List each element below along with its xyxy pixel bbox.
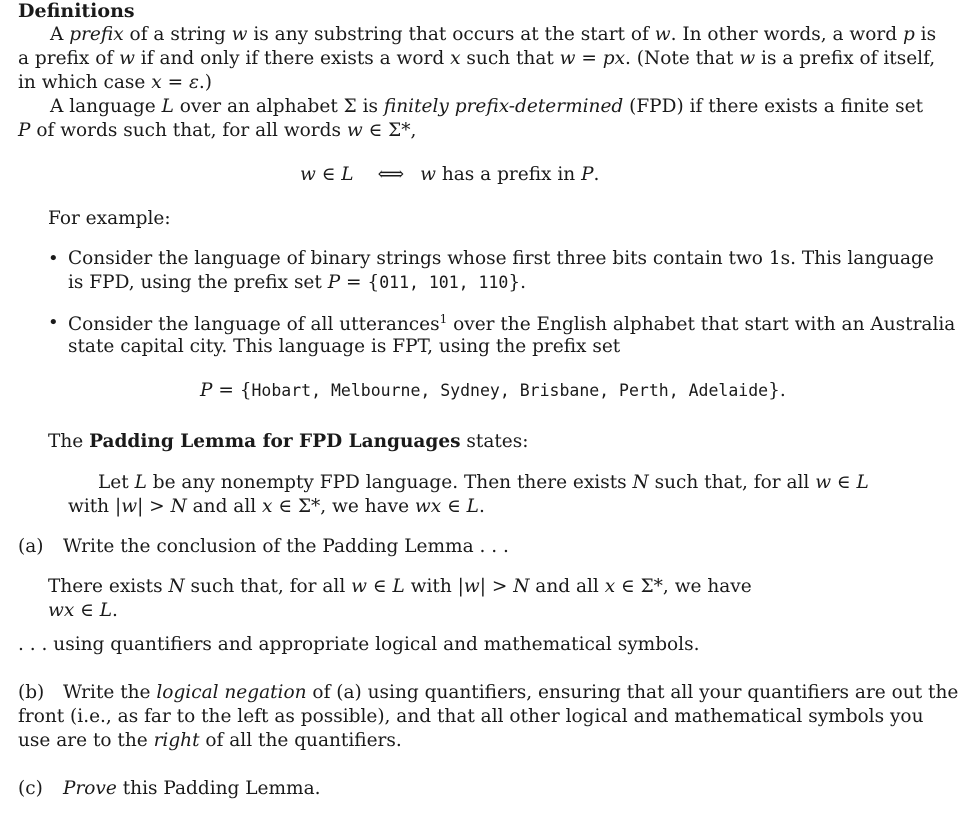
part-a-tail: . . . using quantifiers and appropriate logical and mathematical symbols. bbox=[18, 634, 700, 655]
term-prefix: prefix bbox=[69, 24, 124, 45]
part-a-question: Write the conclusion of the Padding Lemma . . . bbox=[63, 536, 509, 557]
lemma-intro: The Padding Lemma for FPD Languages states: bbox=[48, 431, 529, 452]
bullet-2-line-1: Consider the language of all utterances$^1$ over the English alphabet that start with an Australia bbox=[68, 312, 956, 336]
fpd-definition-line-1: A language L over an alphabet Σ is finitely prefix-determined (FPD) if there exists a finite set bbox=[50, 96, 923, 117]
term-right: right bbox=[153, 730, 200, 751]
footnote-marker: 1 bbox=[439, 312, 448, 326]
prefix-definition-line-1: A prefix of a string w is any substring that occurs at the start of w. In other words, a word p is bbox=[50, 24, 937, 45]
term-fpd: finitely prefix-determined bbox=[383, 96, 624, 117]
lemma-line-2: with |w| > N and all x ∈ Σ*, we have wx ∈ L. bbox=[68, 496, 485, 517]
part-b-line-2: front (i.e., as far to the left as possible), and that all other logical and mathematical symbols you bbox=[18, 706, 924, 727]
part-a-quote-line-2: wx ∈ L. bbox=[48, 600, 118, 621]
example-intro: For example: bbox=[48, 208, 171, 229]
part-b-line-3: use are to the right of all the quantifiers. bbox=[18, 730, 402, 751]
lemma-name: Padding Lemma for FPD Languages bbox=[89, 431, 461, 452]
part-c-label: (c) bbox=[18, 778, 43, 799]
part-a-label: (a) bbox=[18, 536, 44, 557]
bullet-marker: • bbox=[48, 248, 59, 269]
prefix-definition-line-2: a prefix of w if and only if there exists a word x such that w = px. (Note that w is a prefix of itself, bbox=[18, 48, 936, 69]
prefix-set-cities: P = {Hobart, Melbourne, Sydney, Brisbane, Perth, Adelaide}. bbox=[200, 380, 786, 401]
prefix-definition-line-3: in which case x = ε.) bbox=[18, 72, 212, 93]
fpd-definition-line-2: P of words such that, for all words w ∈ Σ*, bbox=[18, 120, 417, 141]
bullet-marker: • bbox=[48, 312, 59, 333]
lemma-line-1: Let L be any nonempty FPD language. Then there exists N such that, for all w ∈ L bbox=[98, 472, 869, 493]
bullet-2-line-2: state capital city. This language is FPT, using the prefix set bbox=[68, 336, 621, 357]
bullet-1-line-1: Consider the language of binary strings whose first three bits contain two 1s. This language bbox=[68, 248, 934, 269]
part-c-question: Prove this Padding Lemma. bbox=[63, 778, 321, 799]
term-prove: Prove bbox=[63, 778, 117, 799]
part-b-label: (b) bbox=[18, 682, 45, 703]
fpd-formula: w ∈ L ⟺ w has a prefix in P. bbox=[300, 164, 600, 185]
term-logical-negation: logical negation bbox=[156, 682, 307, 703]
bullet-1-line-2: is FPD, using the prefix set P = {011, 101, 110}. bbox=[68, 272, 526, 293]
part-b-line-1: Write the logical negation of (a) using quantifiers, ensuring that all your quantifiers are out the bbox=[63, 682, 958, 703]
section-heading: Definitions bbox=[18, 0, 135, 22]
prefix-set-binary: 011, 101, 110 bbox=[379, 273, 509, 292]
part-a-quote-line-1: There exists N such that, for all w ∈ L with |w| > N and all x ∈ Σ*, we have bbox=[48, 576, 752, 597]
